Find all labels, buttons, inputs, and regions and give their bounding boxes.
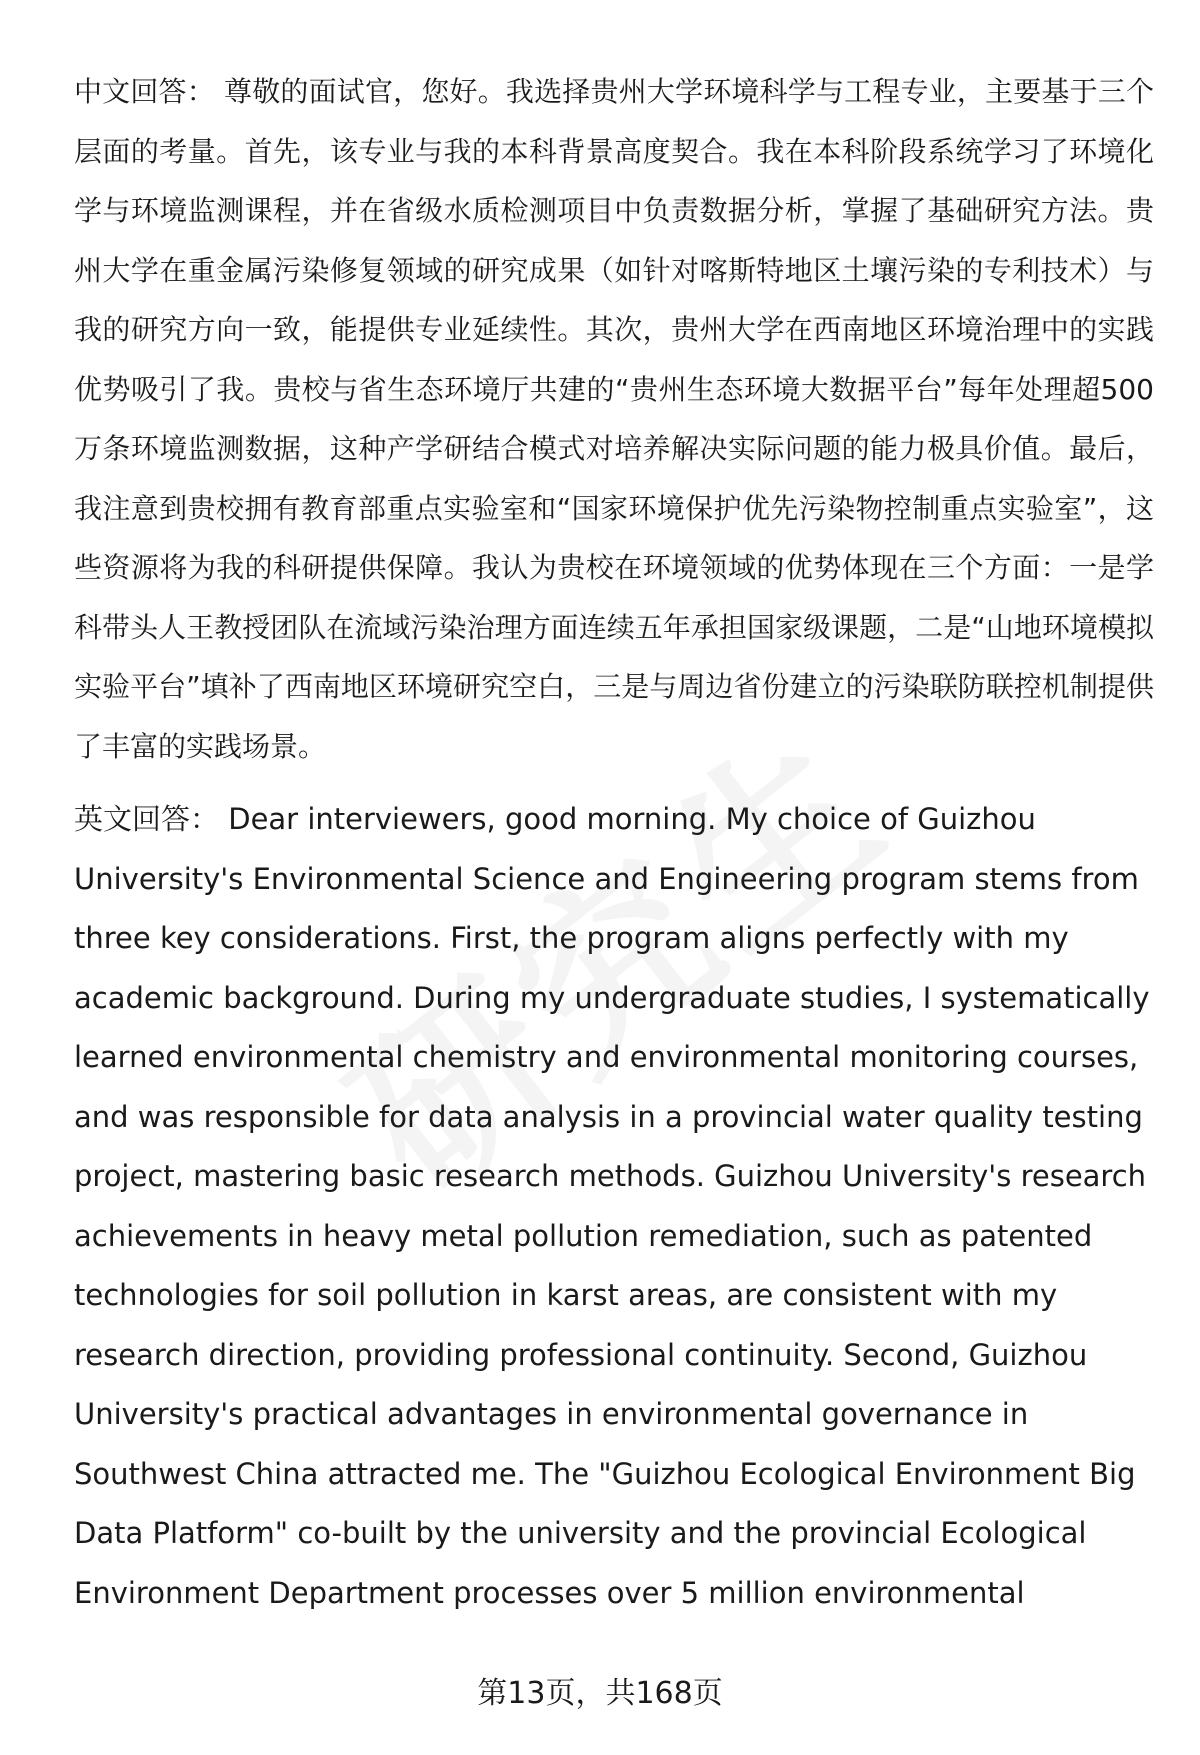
- english-answer-paragraph: [74, 790, 1154, 1623]
- english-answer-label: 英文回答：: [74, 802, 220, 836]
- chinese-answer-label: 中文回答：: [74, 75, 215, 108]
- english-answer-text: Dear interviewers, good morning. My choice of Guizhou University's Environmental Science and Engineering program stems from three key considerations. First, the program aligns perfectly with my academic background. During my undergraduate studies, I systematically learned environmental chemistry and environmental monitoring courses, and was responsible for data analysis in a provincial water quality testing project, mastering basic research methods. Guizhou University's research achievements in heavy metal pollution remediation, such as patented technologies for soil pollution in karst areas, are consistent with my research direction, providing professional continuity. Second, Guizhou University's practical advantages in environmental governance in Southwest China attracted me. The "Guizhou Ecological Environment Big Data Platform" co-built by the university and the provincial Ecological Environment Department processes over 5 million environmental: [74, 802, 1150, 1610]
- page-content: [74, 62, 1154, 1623]
- page-number-footer: 第13页，共168页: [477, 1676, 723, 1711]
- chinese-answer-paragraph: [74, 62, 1154, 776]
- chinese-answer-text: 尊敬的面试官，您好。我选择贵州大学环境科学与工程专业，主要基于三个层面的考量。首先，该专业与我的本科背景高度契合。我在本科阶段系统学习了环境化学与环境监测课程，并在省级水质检测项目中负责数据分析，掌握了基础研究方法。贵州大学在重金属污染修复领域的研究成果（如针对喀斯特地区土壤污染的专利技术）与我的研究方向一致，能提供专业延续性。其次，贵州大学在西南地区环境治理中的实践优势吸引了我。贵校与省生态环境厅共建的“贵州生态环境大数据平台”每年处理超500万条环境监测数据，这种产学研结合模式对培养解决实际问题的能力极具价值。最后，我注意到贵校拥有教育部重点实验室和“国家环境保护优先污染物控制重点实验室”，这些资源将为我的科研提供保障。我认为贵校在环境领域的优势体现在三个方面：一是学科带头人王教授团队在流域污染治理方面连续五年承担国家级课题，二是“山地环境模拟实验平台”填补了西南地区环境研究空白，三是与周边省份建立的污染联防联控机制提供了丰富的实践场景。: [74, 75, 1154, 763]
